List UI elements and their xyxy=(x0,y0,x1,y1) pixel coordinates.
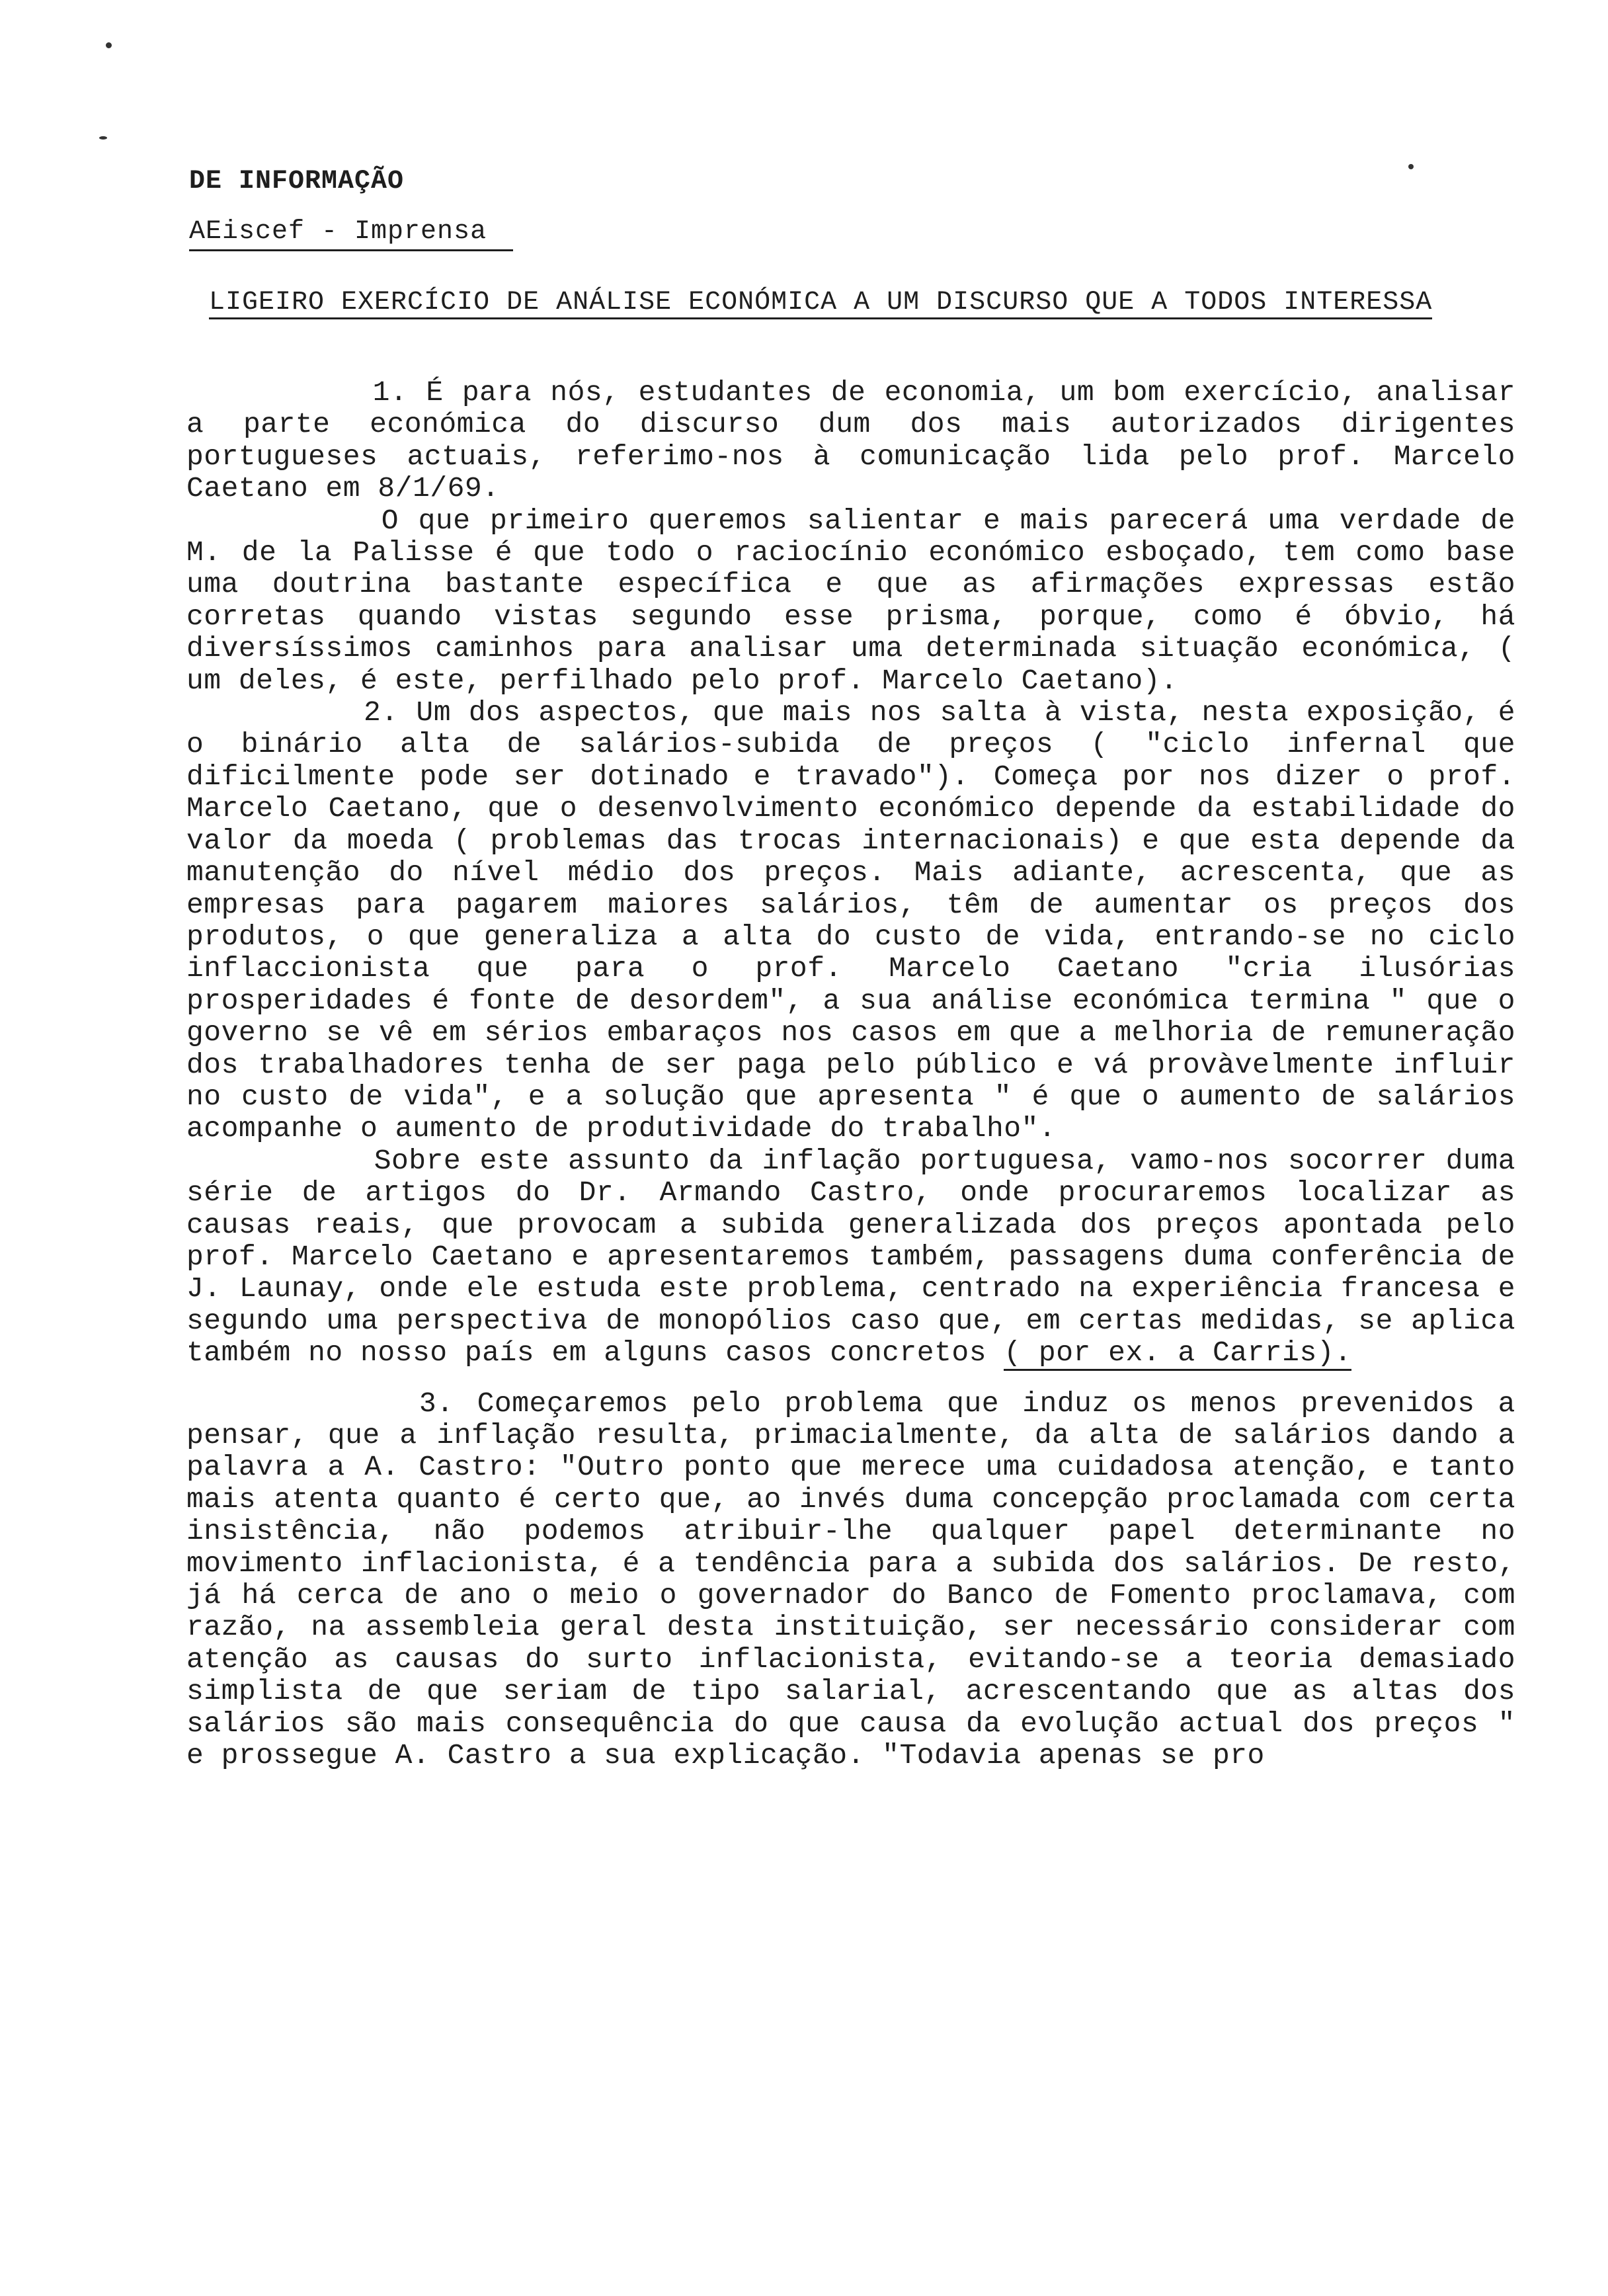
document-title-text: LIGEIRO EXERCÍCIO DE ANÁLISE ECONÓMICA A UM DISCURSO QUE A TODOS INTERESSA xyxy=(209,288,1432,319)
scan-speck xyxy=(99,136,107,140)
paragraph-1: 1. É para nós, estudantes de economia, um bom exercício, analisar a parte económica do discurso dum dos mais autorizados dirigentes portugueses actuais, referimo-nos à comunicação lida pelo prof. Marcelo Caetano em 8/1/69. xyxy=(186,376,1533,505)
paragraph-5: 3. Começaremos pelo problema que induz os menos prevenidos a pensar, que a inflação resulta, primacialmente, da alta de salários dando a palavra a A. Castro: "Outro ponto que merece uma cuidadosa atenção, e tanto mais atenta quanto é certo que, ao invés duma concepção proclamada com certa insistência, não podemos atribuir-lhe qualquer papel determinante no movimento inflacionista, é a tendência para a subida dos salários. De resto, já há cerca de ano o meio o governador do Banco de Fomento proclamava, com razão, na assembleia geral desta instituição, ser necessário considerar com atenção as causas do surto inflacionista, evitando-se a teoria demasiado simplista de que seriam de tipo salarial, acrescentando que as altas dos salários são mais consequência do que causa da evolução actual dos preços " e prossegue A. Castro a sua explicação. "Todavia apenas se pro xyxy=(186,1387,1533,1772)
department-header: DE INFORMAÇÃO xyxy=(189,167,405,196)
underlined-example: ( por ex. a Carris). xyxy=(1004,1336,1351,1371)
document-title xyxy=(209,287,1498,319)
section-header: AEiscef - Imprensa xyxy=(189,217,513,251)
paragraph-3: 2. Um dos aspectos, que mais nos salta à vista, nesta exposição, é o binário alta de salários-subida de preços ( "ciclo infernal que dificilmente pode ser dotinado e travado"). Começa por nos dizer o prof. Marcelo Caetano, que o desenvolvimento económico depende da estabilidade do valor da moeda ( problemas das trocas internacionais) e que esta depende da manutenção do nível médio dos preços. Mais adiante, acrescenta, que as empresas para pagarem maiores salários, têm de aumentar os preços dos produtos, o que generaliza a alta do custo de vida, entrando-se no ciclo inflaccionista que para o prof. Marcelo Caetano "cria ilusórias prosperidades é fonte de desordem", a sua análise económica termina " que o governo se vê em sérios embaraços nos casos em que a melhoria de remuneração dos trabalhadores tenha de ser paga pelo público e vá provàvelmente influir no custo de vida", e a solução que apresenta " é que o aumento de salários acompanhe o aumento de produtividade do trabalho". xyxy=(186,696,1533,1145)
paragraph-4 xyxy=(186,1144,1533,1370)
scan-speck xyxy=(106,42,112,48)
paragraph-2: O que primeiro queremos salientar e mais parecerá uma verdade de M. de la Palisse é que todo o raciocínio económico esboçado, tem como base uma doutrina bastante específica e que as afirmações expressas estão corretas quando vistas segundo esse prisma, porque, como é óbvio, há diversíssimos caminhos para analisar uma determinada situação económica, ( um deles, é este, perfilhado pelo prof. Marcelo Caetano). xyxy=(186,504,1533,697)
scan-speck xyxy=(1408,164,1414,169)
document-body xyxy=(186,376,1533,1772)
paragraph-4-text: Sobre este assunto da inflação portuguesa, vamo-nos socorrer duma série de artigos do Dr. Armando Castro, onde procuraremos localizar as causas reais, que provocam a subida generalizada dos preços apontada pelo prof. Marcelo Caetano e apresentaremos também, passagens duma conferência de J. Launay, onde ele estuda este problema, centrado na experiência francesa e segundo uma perspectiva de monopólios caso que, em certas medidas, se aplica também no nosso país em alguns casos concretos xyxy=(186,1144,1533,1370)
